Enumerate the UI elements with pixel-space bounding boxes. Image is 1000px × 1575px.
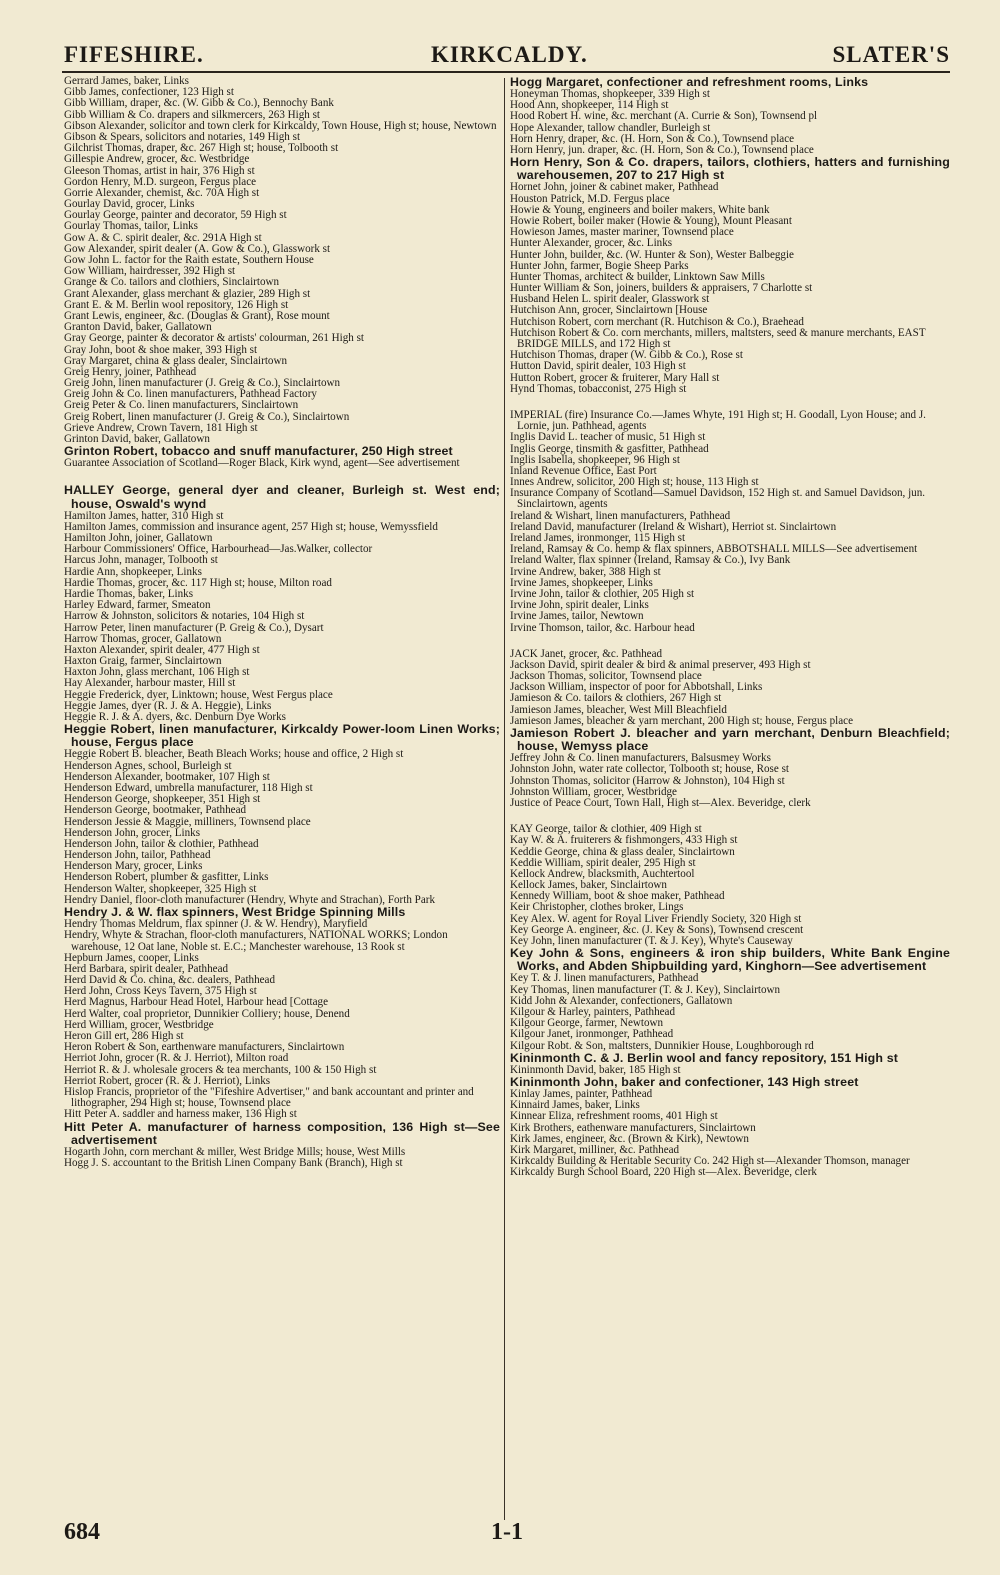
directory-entry: Hutchison Robert & Co. corn merchants, millers, maltsters, seed & manure merchants, EAST BRIDGE MILLS, and 172 High st (510, 326, 926, 351)
directory-entry: Gibson Alexander, solicitor and town clerk for Kirkcaldy, Town House, High st; house, Newtown (64, 119, 497, 132)
directory-entry: Irvine John, tailor & clothier, 205 High st (510, 587, 695, 600)
directory-entry: Kilgour Robt. & Son, maltsters, Dunnikier House, Loughborough rd (510, 1039, 814, 1052)
directory-entry: Hardie Thomas, grocer, &c. 117 High st; house, Milton road (64, 576, 332, 589)
directory-entry: Irvine James, shopkeeper, Links (510, 576, 653, 589)
directory-entry: Hamilton James, commission and insurance agent, 257 High st; house, Wemyssfield (64, 520, 438, 533)
directory-entry: Gibb William, draper, &c. (W. Gibb & Co.), Bennochy Bank (64, 97, 334, 110)
directory-entry: Gorrie Alexander, chemist, &c. 70A High st (64, 186, 260, 199)
page-header (64, 42, 950, 74)
directory-entry: Insurance Company of Scotland—Samuel Davidson, 152 High st. and Samuel Davidson, jun. Sinclairtown, agents (510, 487, 926, 511)
directory-entry: Heggie R. J. & A. dyers, &c. Denburn Dye Works (64, 711, 286, 724)
directory-entry: Horn Henry, draper, &c. (H. Horn, Son & Co.), Townsend place (510, 132, 795, 145)
directory-entry: Hutchison Robert, corn merchant (R. Hutchison & Co.), Braehead (510, 315, 804, 328)
directory-entry: Key Alex. W. agent for Royal Liver Friendly Society, 320 High st (510, 912, 802, 925)
directory-entry: Jeffrey John & Co. linen manufacturers, Balsusmey Works (510, 752, 771, 765)
directory-entry: Hood Robert H. wine, &c. merchant (A. Currie & Son), Townsend pl (510, 110, 818, 123)
directory-entry: Herd Walter, coal proprietor, Dunnikier Colliery; house, Denend (64, 1007, 350, 1020)
directory-entry: IMPERIAL (fire) Insurance Co.—James Whyte, 191 High st; H. Goodall, Lyon House; and J. Lornie, jun. Pathhead, agents (510, 408, 926, 433)
directory-entry: Ireland David, manufacturer (Ireland & Wishart), Herriot st. Sinclairtown (510, 520, 837, 533)
directory-entry: Harley Edward, farmer, Smeaton (64, 599, 211, 612)
directory-entry: Gourlay Thomas, tailor, Links (64, 220, 198, 233)
column-divider (504, 78, 505, 1520)
directory-entry: Gordon Henry, M.D. surgeon, Fergus place (64, 175, 257, 188)
directory-entry: Herd John, Cross Keys Tavern, 375 High st (64, 985, 257, 998)
directory-entry: Key Thomas, linen manufacturer (T. & J. Key), Sinclairtown (510, 983, 781, 996)
directory-entry: Innes Andrew, solicitor, 200 High st; house, 113 High st (510, 476, 759, 489)
directory-entry: Hendry Daniel, floor-cloth manufacturer (Hendry, Whyte and Strachan), Forth Park (64, 893, 435, 906)
signature-mark: 1-1 (491, 1519, 523, 1545)
directory-entry: Kininmonth David, baker, 185 High st (510, 1063, 681, 1076)
directory-entry: Inglis Isabella, shopkeeper, 96 High st (510, 453, 680, 466)
directory-entry: Gilchrist Thomas, draper, &c. 267 High st; house, Tolbooth st (64, 142, 339, 155)
directory-entry: Grant Lewis, engineer, &c. (Douglas & Grant), Rose mount (64, 309, 330, 322)
directory-entry: Henderson Alexander, bootmaker, 107 High st (64, 770, 270, 783)
directory-entry: Harrow Thomas, grocer, Gallatown (64, 632, 222, 645)
directory-entry: Heggie James, dyer (R. J. & A. Heggie), Links (64, 699, 272, 712)
directory-entry: Heron Gill ert, 286 High st (64, 1030, 184, 1042)
featured-directory-entry: Hitt Peter A. manufacturer of harness composition, 136 High st—See advertisement (64, 1119, 500, 1147)
directory-entry: Kirk Brothers, eathenware manufacturers, Sinclairtown (510, 1121, 756, 1134)
publisher-heading: SLATER'S (832, 42, 950, 67)
directory-entry: Hope Alexander, tallow chandler, Burleigh st (510, 121, 711, 134)
directory-entry: Kellock James, baker, Sinclairtown (510, 879, 667, 892)
directory-entry: Honeyman Thomas, shopkeeper, 339 High st (510, 88, 710, 101)
directory-entry: Heggie Robert B. bleacher, Beath Bleach Works; house and office, 2 High st (64, 748, 404, 761)
directory-entry: Hunter John, builder, &c. (W. Hunter & Son), Wester Balbeggie (510, 248, 794, 261)
featured-directory-entry: Jamieson Robert J. bleacher and yarn merchant, Denburn Bleachfield; house, Wemyss place (510, 726, 950, 754)
directory-entry: Johnston Thomas, solicitor (Harrow & Johnston), 104 High st (510, 774, 785, 787)
directory-entry: Harrow Peter, linen manufacturer (P. Greig & Co.), Dysart (64, 621, 324, 634)
directory-entry: Henderson John, grocer, Links (64, 826, 201, 839)
featured-directory-entry: Key John & Sons, engineers & iron ship builders, White Bank Engine Works, and Abden Shipbuilding yard, Kinghorn—See advertisement (510, 946, 950, 974)
directory-entry: Ireland & Wishart, linen manufacturers, Pathhead (510, 509, 731, 522)
directory-entry: Kidd John & Alexander, confectioners, Gallatown (510, 994, 733, 1007)
directory-entry: Houston Patrick, M.D. Fergus place (510, 192, 670, 205)
directory-entry: Hendry, Whyte & Strachan, floor-cloth manufacturers, NATIONAL WORKS; London warehouse, 12 Oat lane, Noble st. E.C.; Manchester warehouse, 13 Rook st (64, 929, 448, 953)
directory-entry: Hornet John, joiner & cabinet maker, Pathhead (510, 181, 719, 194)
directory-entry: Gillespie Andrew, grocer, &c. Westbridge (64, 153, 250, 166)
directory-entry: Herd Barbara, spirit dealer, Pathhead (64, 962, 229, 975)
directory-entry: Kirk Margaret, milliner, &c. Pathhead (510, 1144, 680, 1157)
featured-directory-entry: Horn Henry, Son & Co. drapers, tailors, clothiers, hatters and furnishing warehousemen, 207 to 217 High st (510, 155, 950, 183)
directory-entry: Haxton John, glass merchant, 106 High st (64, 666, 250, 679)
directory-entry: Kilgour & Harley, painters, Pathhead (510, 1005, 676, 1018)
directory-entry: Grieve Andrew, Crown Tavern, 181 High st (64, 421, 258, 434)
directory-entry: Heggie Frederick, dyer, Linktown; house, West Fergus place (64, 688, 333, 701)
directory-entry: Kay W. & A. fruiterers & fishmongers, 433 High st (510, 834, 738, 847)
directory-entry: Kinlay James, painter, Pathhead (510, 1088, 653, 1101)
directory-entry: Harcus John, manager, Tolbooth st (64, 554, 218, 567)
directory-entry: Jackson David, spirit dealer & bird & animal preserver, 493 High st (510, 658, 811, 671)
directory-entry: Kilgour George, farmer, Newtown (510, 1017, 664, 1030)
directory-entry: Irvine John, spirit dealer, Links (510, 599, 649, 612)
directory-entry: Grinton David, baker, Gallatown (64, 433, 210, 445)
directory-entry: Key T. & J. linen manufacturers, Pathhead (510, 972, 699, 985)
directory-entry: Gow Alexander, spirit dealer (A. Gow & Co.), Glasswork st (64, 242, 331, 255)
directory-entry: Hogg J. S. accountant to the British Linen Company Bank (Branch), High st (64, 1156, 403, 1169)
directory-entry: Herd Magnus, Harbour Head Hotel, Harbour head [Cottage (64, 996, 329, 1009)
directory-entry: Hunter Thomas, architect & builder, Linktown Saw Mills (510, 270, 765, 283)
directory-entry: Hitt Peter A. saddler and harness maker, 136 High st (64, 1108, 297, 1121)
directory-entry: Johnston William, grocer, Westbridge (510, 785, 677, 798)
directory-entry: Haxton Alexander, spirit dealer, 477 High st (64, 643, 260, 656)
directory-entry: Hynd Thomas, tobacconist, 275 High st (510, 382, 687, 395)
directory-entry: Ireland, Ramsay & Co. hemp & flax spinners, ABBOTSHALL MILLS—See advertisement (510, 543, 918, 556)
directory-entry: Hay Alexander, harbour master, Hill st (64, 677, 236, 690)
directory-entry: Hunter William & Son, joiners, builders & appraisers, 7 Charlotte st (510, 282, 813, 295)
directory-entry: Keir Christopher, clothes broker, Lings (510, 901, 684, 914)
directory-entry: Jackson William, inspector of poor for Abbotshall, Links (510, 681, 763, 694)
directory-entry: Harbour Commissioners' Office, Harbourhead—Jas.Walker, collector (64, 543, 373, 556)
page-number: 684 (64, 1519, 100, 1545)
directory-entry: Gray John, boot & shoe maker, 393 High st (64, 343, 258, 356)
directory-entry: Henderson Agnes, school, Burleigh st (64, 759, 232, 772)
featured-directory-entry: Kininmonth C. & J. Berlin wool and fancy repository, 151 High st (510, 1050, 899, 1065)
featured-directory-entry: Grinton Robert, tobacco and snuff manufacturer, 250 High street (64, 444, 453, 459)
directory-entry: JACK Janet, grocer, &c. Pathhead (510, 647, 663, 660)
directory-entry: Inland Revenue Office, East Port (510, 464, 657, 477)
directory-entry: Keddie William, spirit dealer, 295 High st (510, 856, 696, 869)
directory-entry: Gleeson Thomas, artist in hair, 376 High st (64, 164, 255, 177)
directory-entry: Greig Henry, joiner, Pathhead (64, 365, 197, 378)
directory-entry: Hardie Ann, shopkeeper, Links (64, 565, 202, 578)
featured-directory-entry: Kininmonth John, baker and confectioner, 143 High street (510, 1075, 859, 1089)
directory-entry: Horn Henry, jun. draper, &c. (H. Horn, Son & Co.), Townsend place (510, 144, 814, 157)
directory-entry: Hendry Thomas Meldrum, flax spinner (J. & W. Hendry), Maryfield (64, 918, 368, 931)
directory-entry: Johnston John, water rate collector, Tolbooth st; house, Rose st (510, 763, 789, 776)
directory-entry: Inglis David L. teacher of music, 51 High st (510, 431, 706, 444)
directory-entry: Hood Ann, shopkeeper, 114 High st (510, 99, 669, 112)
directory-entry: Hutton Robert, grocer & fruiterer, Mary Hall st (510, 371, 720, 384)
directory-entry: KAY George, tailor & clothier, 409 High st (510, 823, 702, 836)
directory-entry: Gow William, hairdresser, 392 High st (64, 265, 236, 278)
directory-entry: Kirkcaldy Burgh School Board, 220 High st—Alex. Beveridge, clerk (510, 1166, 817, 1179)
directory-entry: Henderson Jessie & Maggie, milliners, Townsend place (64, 815, 311, 828)
featured-directory-entry: Heggie Robert, linen manufacturer, Kirkcaldy Power-loom Linen Works; house, Fergus place (64, 722, 500, 750)
directory-entry: Keddie George, china & glass dealer, Sinclairtown (510, 845, 735, 858)
directory-entry: Jamieson & Co. tailors & clothiers, 267 High st (510, 692, 722, 705)
directory-entry: Inglis George, tinsmith & gasfitter, Pathhead (510, 442, 709, 455)
featured-directory-entry: Hogg Margaret, confectioner and refreshment rooms, Links (510, 75, 869, 89)
directory-entry: Irvine Thomson, tailor, &c. Harbour head (510, 621, 695, 634)
directory-entry: Haxton Graig, farmer, Sinclairtown (64, 655, 222, 668)
directory-entry: Herd David & Co. china, &c. dealers, Pathhead (64, 974, 276, 987)
directory-entry: Henderson Edward, umbrella manufacturer, 118 High st (64, 781, 313, 794)
left-column (64, 76, 500, 1169)
directory-entry: Irvine Andrew, baker, 388 High st (510, 565, 661, 578)
directory-entry: Husband Helen L. spirit dealer, Glasswork st (510, 293, 710, 306)
directory-entry: Hislop Francis, proprietor of the "Fifeshire Advertiser," and bank accountant and printer and lithographer, 294 High st; house, Townsend place (64, 1085, 474, 1110)
directory-entry: Jamieson James, bleacher, West Mill Bleachfield (510, 703, 727, 716)
directory-entry: Kennedy William, boot & shoe maker, Pathhead (510, 890, 725, 903)
directory-entry: Key George A. engineer, &c. (J. Key & Sons), Townsend crescent (510, 923, 804, 936)
directory-entry: Henderson John, tailor, Pathhead (64, 849, 211, 862)
directory-entry: Henderson Walter, shopkeeper, 325 High st (64, 882, 257, 895)
directory-entry: Harrow & Johnston, solicitors & notaries, 104 High st (64, 610, 305, 623)
directory-entry: Howie Robert, boiler maker (Howie & Young), Mount Pleasant (510, 214, 792, 227)
directory-entry: Kellock Andrew, blacksmith, Auchtertool (510, 867, 695, 880)
directory-entry: Jamieson James, bleacher & yarn merchant, 200 High st; house, Fergus place (510, 714, 853, 727)
directory-entry: Hutchison Thomas, draper (W. Gibb & Co.), Rose st (510, 349, 743, 362)
directory-entry: Gibb James, confectioner, 123 High st (64, 86, 234, 99)
directory-entry: Henderson George, shopkeeper, 351 High st (64, 793, 261, 806)
directory-entry: Kirkcaldy Building & Heritable Security Co. 242 High st—Alexander Thomson, manager (510, 1155, 910, 1168)
directory-entry: Hamilton John, joiner, Gallatown (64, 532, 213, 545)
directory-entry: Hutchison Ann, grocer, Sinclairtown [House (510, 304, 708, 317)
directory-entry: Grange & Co. tailors and clothiers, Sinclairtown (64, 276, 280, 289)
directory-entry: Henderson Robert, plumber & gasfitter, Links (64, 871, 269, 884)
directory-entry: Kinnaird James, baker, Links (510, 1099, 640, 1112)
directory-entry: Hepburn James, cooper, Links (64, 951, 199, 964)
directory-entry: Hogarth John, corn merchant & miller, West Bridge Mills; house, West Mills (64, 1145, 406, 1158)
directory-entry: Gow John L. factor for the Raith estate, Southern House (64, 254, 314, 266)
directory-entry: Gourlay George, painter and decorator, 59 High st (64, 209, 287, 222)
header-rule (62, 71, 950, 73)
directory-entry: Ireland Walter, flax spinner (Ireland, Ramsay & Co.), Ivy Bank (510, 554, 791, 567)
directory-entry: Henderson George, bootmaker, Pathhead (64, 804, 247, 817)
directory-entry: Grant E. & M. Berlin wool repository, 126 High st (64, 298, 289, 311)
directory-entry: Greig John & Co. linen manufacturers, Pathhead Factory (64, 388, 317, 401)
directory-entry: Jackson Thomas, solicitor, Townsend place (510, 670, 702, 683)
directory-entry: Howieson James, master mariner, Townsend place (510, 226, 734, 239)
directory-entry: Greig Robert, linen manufacturer (J. Greig & Co.), Sinclairtown (64, 410, 350, 423)
directory-entry: Granton David, baker, Gallatown (64, 321, 212, 334)
directory-entry: Hutton David, spirit dealer, 103 High st (510, 360, 686, 373)
directory-entry: Guarantee Association of Scotland—Roger Black, Kirk wynd, agent—See advertisement (64, 457, 460, 470)
directory-entry: Hunter John, farmer, Bogie Sheep Parks (510, 259, 689, 272)
directory-entry: Grant Alexander, glass merchant & glazier, 289 High st (64, 287, 311, 300)
directory-entry: Henderson Mary, grocer, Links (64, 860, 203, 873)
directory-entry: Kirk James, engineer, &c. (Brown & Kirk), Newtown (510, 1132, 749, 1145)
directory-entry: Justice of Peace Court, Town Hall, High st—Alex. Beveridge, clerk (510, 796, 811, 809)
right-column (510, 76, 950, 1179)
directory-entry: Gibson & Spears, solicitors and notaries, 149 High st (64, 130, 301, 143)
directory-entry: Irvine James, tailor, Newtown (510, 610, 644, 623)
directory-entry: Greig Peter & Co. linen manufacturers, Sinclairtown (64, 399, 299, 412)
county-heading: FIFESHIRE. (64, 42, 204, 67)
directory-entry: Greig John, linen manufacturer (J. Greig & Co.), Sinclairtown (64, 377, 341, 390)
directory-entry: Gray George, painter & decorator & artists' colourman, 261 High st (64, 332, 365, 345)
directory-entry: Ireland James, ironmonger, 115 High st (510, 532, 686, 545)
town-heading: KIRKCALDY. (431, 42, 588, 67)
directory-entry: Kinnear Eliza, refreshment rooms, 401 High st (510, 1110, 718, 1123)
directory-entry: Gow A. & C. spirit dealer, &c. 291A High st (64, 231, 262, 244)
directory-entry: Howie & Young, engineers and boiler makers, White bank (510, 203, 770, 216)
directory-entry: Herriot R. & J. wholesale grocers & tea merchants, 100 & 150 High st (64, 1063, 377, 1076)
directory-entry: Hunter Alexander, grocer, &c. Links (510, 237, 673, 250)
directory-entry: Herriot Robert, grocer (R. & J. Herriot), Links (64, 1074, 271, 1087)
directory-entry: Hardie Thomas, baker, Links (64, 587, 194, 600)
directory-entry: Gourlay David, grocer, Links (64, 198, 195, 211)
featured-directory-entry: Hendry J. & W. flax spinners, West Bridge Spinning Mills (64, 905, 406, 920)
directory-entry: Hamilton James, hatter, 310 High st (64, 509, 224, 522)
directory-entry: Key John, linen manufacturer (T. & J. Key), Whyte's Causeway (510, 935, 793, 948)
directory-entry: Kilgour Janet, ironmonger, Pathhead (510, 1028, 674, 1041)
directory-entry: Gray Margaret, china & glass dealer, Sinclairtown (64, 354, 288, 367)
directory-entry: Gibb William & Co. drapers and silkmercers, 263 High st (64, 108, 321, 121)
directory-entry: Henderson John, tailor & clothier, Pathhead (64, 837, 259, 850)
featured-directory-entry: HALLEY George, general dyer and cleaner, Burleigh st. West end; house, Oswald's wynd (64, 483, 500, 511)
directory-entry: Gerrard James, baker, Links (64, 75, 189, 87)
directory-entry: Herd William, grocer, Westbridge (64, 1018, 214, 1031)
directory-entry: Heron Robert & Son, earthenware manufacturers, Sinclairtown (64, 1041, 345, 1054)
directory-entry: Herriot John, grocer (R. & J. Herriot), Milton road (64, 1052, 289, 1065)
